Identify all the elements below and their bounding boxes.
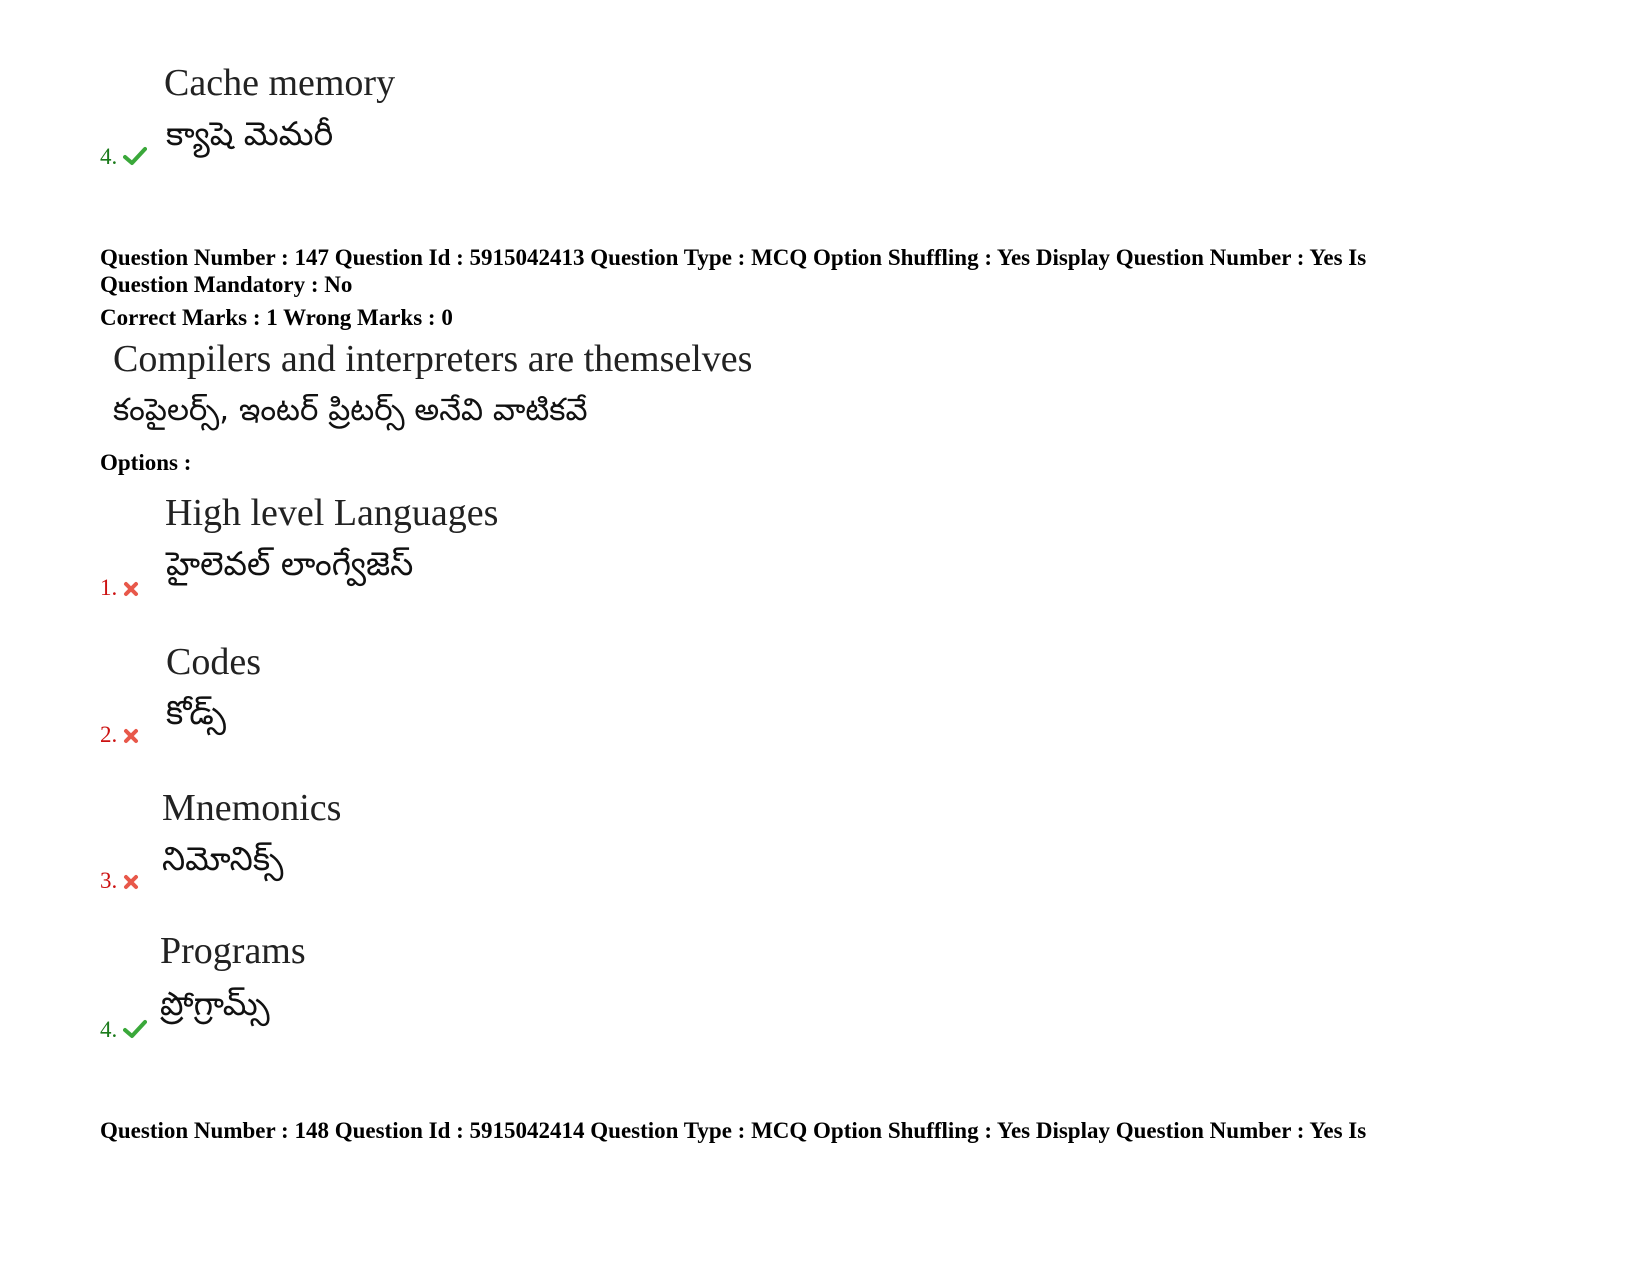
option-4-text-en: Programs [160, 930, 306, 972]
option-1-text-te: హైలెవల్ లాంగ్వేజెస్ [166, 544, 414, 583]
option-3-number: 3. [100, 868, 118, 893]
option-2-text-te: కోడ్స్ [166, 693, 227, 732]
option-2-number: 2. [100, 722, 118, 747]
question-147-meta-line-2: Question Mandatory : No [100, 272, 353, 297]
option-1-text-en: High level Languages [165, 492, 499, 534]
prev-option-4-marker [100, 144, 147, 172]
option-4-number: 4. [100, 1017, 118, 1042]
prev-option-4-number: 4. [100, 144, 118, 169]
option-2-text-en: Codes [166, 641, 261, 683]
option-1-marker [100, 575, 139, 603]
question-147-meta-line-1: Question Number : 147 Question Id : 5915042413 Question Type : MCQ Option Shuffling : Yes Display Question Number : Yes Is [100, 245, 1367, 270]
cross-icon [123, 577, 139, 603]
option-4-text-te: ప్రోగ్రామ్స్ [160, 984, 270, 1023]
question-148-meta-line-1: Question Number : 148 Question Id : 5915042414 Question Type : MCQ Option Shuffling : Yes Display Question Number : Yes Is [100, 1118, 1367, 1143]
option-4-marker [100, 1017, 147, 1045]
question-147-text-te: కంపైలర్స్, ఇంటర్ ప్రిటర్స్ అనేవి వాటికవే [113, 392, 588, 428]
checkmark-icon [123, 146, 147, 172]
option-2-marker [100, 722, 139, 750]
checkmark-icon [123, 1019, 147, 1045]
option-3-text-te: నిమోనిక్స్ [162, 839, 284, 878]
question-147-text-en: Compilers and interpreters are themselves [113, 338, 753, 380]
question-147-marks: Correct Marks : 1 Wrong Marks : 0 [100, 305, 453, 330]
cross-icon [123, 724, 139, 750]
prev-option-4-text-te: క్యాషె మెమరీ [166, 114, 334, 153]
option-3-text-en: Mnemonics [162, 787, 342, 829]
prev-option-4-text-en: Cache memory [164, 62, 396, 104]
cross-icon [123, 870, 139, 896]
option-1-number: 1. [100, 575, 118, 600]
option-3-marker [100, 868, 139, 896]
options-label: Options : [100, 450, 192, 475]
